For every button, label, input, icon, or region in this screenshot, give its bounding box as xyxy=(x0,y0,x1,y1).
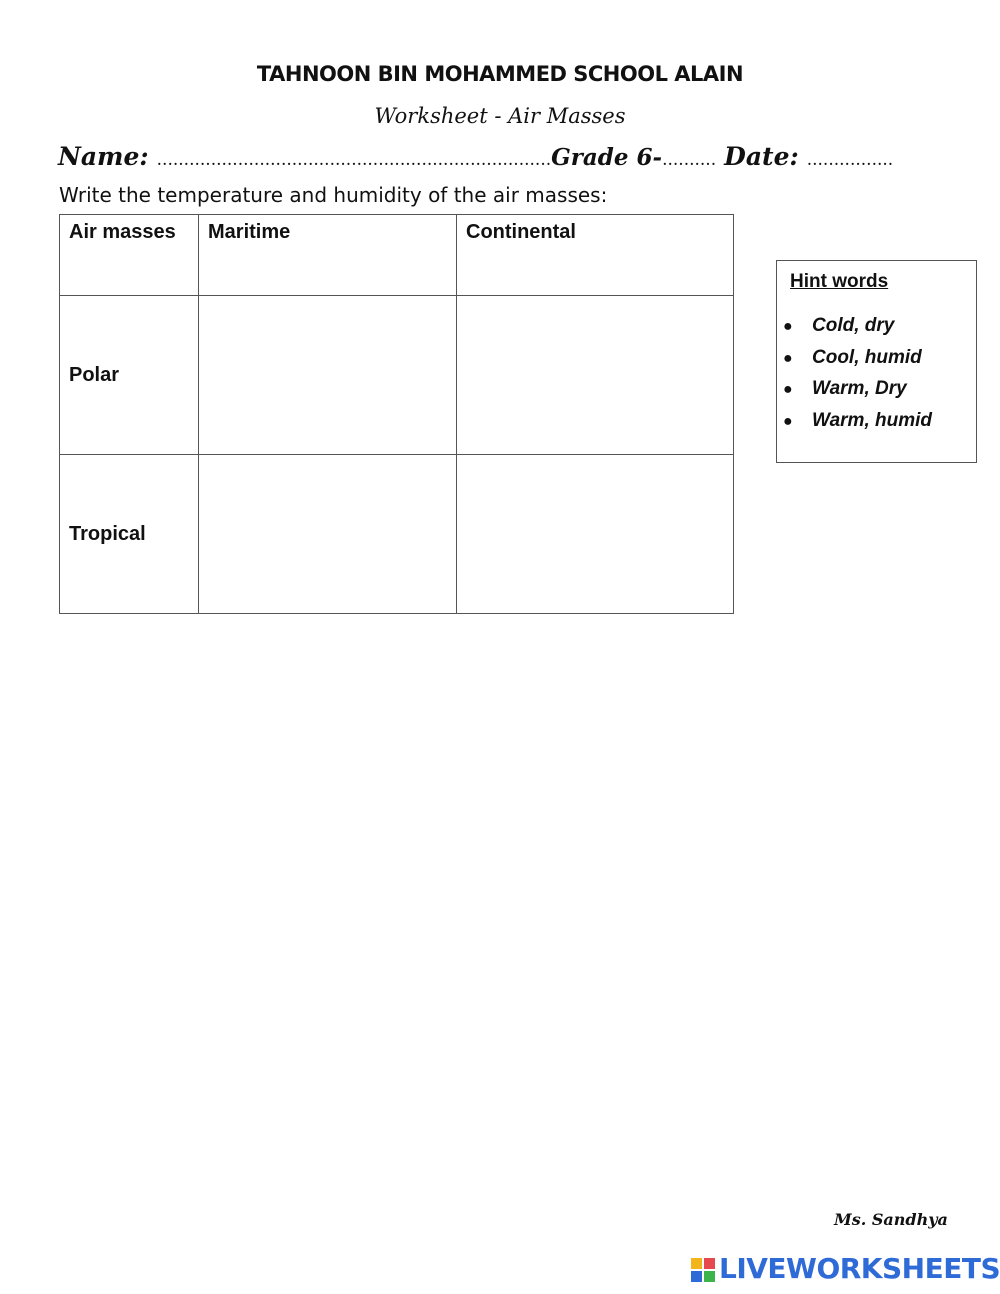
air-masses-table xyxy=(59,214,734,614)
worksheet-title: Worksheet - Air Masses xyxy=(374,104,626,128)
bullet-icon: ● xyxy=(783,381,793,398)
answer-cell-polar-maritime[interactable] xyxy=(199,296,457,455)
list-item xyxy=(783,410,932,442)
list-item xyxy=(783,378,932,410)
table-row xyxy=(60,455,734,614)
list-item xyxy=(783,347,932,379)
hint-text: Cold, dry xyxy=(812,315,895,336)
grade-label: Grade 6- xyxy=(551,144,663,171)
school-name: TAHNOON BIN MOHAMMED SCHOOL ALAIN xyxy=(256,62,744,86)
name-label: Name: xyxy=(58,142,149,171)
bullet-icon: ● xyxy=(783,318,793,335)
liveworksheets-icon xyxy=(691,1258,715,1282)
hint-text: Warm, Dry xyxy=(812,378,907,399)
hint-text: Cool, humid xyxy=(812,346,922,368)
liveworksheets-logo[interactable] xyxy=(691,1252,1000,1286)
hint-title: Hint words xyxy=(790,271,889,292)
row-label-polar: Polar xyxy=(60,296,199,455)
answer-cell-tropical-maritime[interactable] xyxy=(199,455,457,614)
table-header-row xyxy=(60,215,734,296)
list-item xyxy=(783,315,932,347)
bullet-icon: ● xyxy=(783,412,793,430)
answer-cell-tropical-continental[interactable] xyxy=(457,455,734,614)
hint-list xyxy=(783,315,932,441)
hint-text: Warm, humid xyxy=(812,409,932,431)
grade-field[interactable]: .......... xyxy=(662,150,717,170)
header-air-masses: Air masses xyxy=(60,215,199,296)
date-field[interactable]: ................ xyxy=(806,150,894,170)
instruction-text: Write the temperature and humidity of the air masses: xyxy=(59,183,608,207)
hint-words-box xyxy=(776,260,977,463)
liveworksheets-wordmark: LIVEWORKSHEETS xyxy=(719,1252,1000,1285)
bullet-icon: ● xyxy=(783,349,793,367)
name-field[interactable]: ......................................................................... xyxy=(156,150,552,170)
table-row xyxy=(60,296,734,455)
row-label-tropical: Tropical xyxy=(60,455,199,614)
header-maritime: Maritime xyxy=(199,215,457,296)
date-label: Date: xyxy=(724,142,799,171)
student-info-line xyxy=(58,142,938,171)
teacher-name: Ms. Sandhya xyxy=(834,1210,948,1229)
header-continental: Continental xyxy=(457,215,734,296)
answer-cell-polar-continental[interactable] xyxy=(457,296,734,455)
